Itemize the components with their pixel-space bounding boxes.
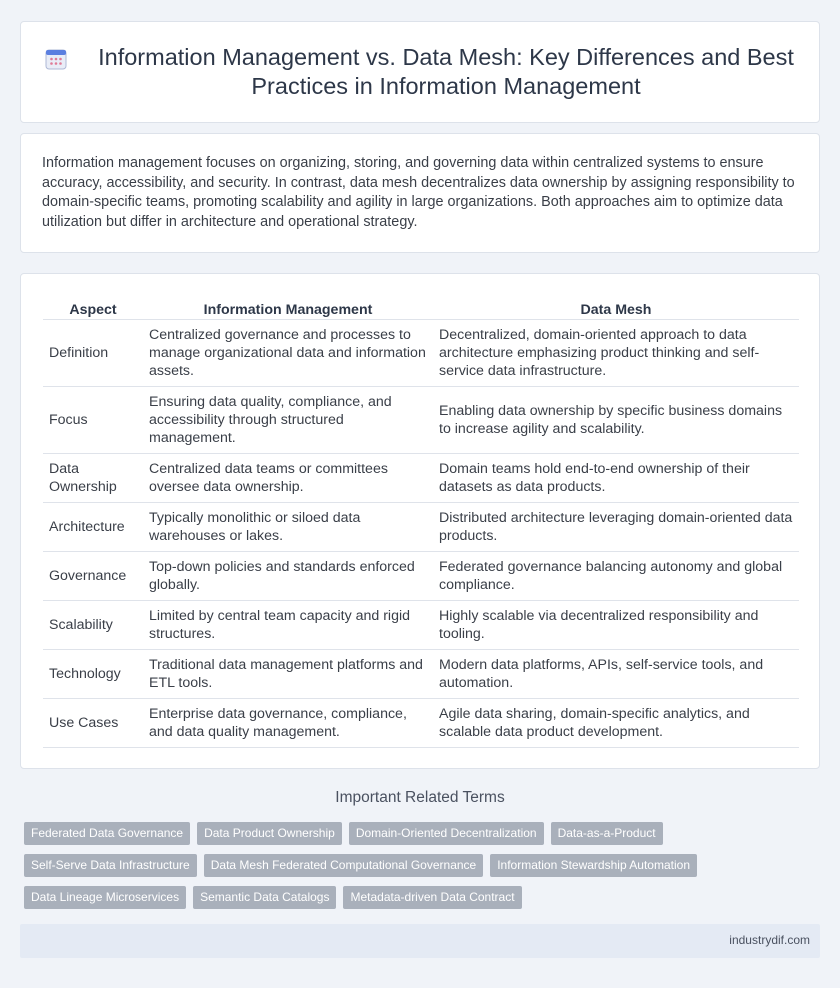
row-aspect: Use Cases: [43, 698, 143, 747]
footer-site-link[interactable]: industrydif.com: [729, 933, 810, 947]
row-information-management: Top-down policies and standards enforced globally.: [143, 551, 433, 600]
row-data-mesh: Modern data platforms, APIs, self-service tools, and automation.: [433, 649, 799, 698]
row-data-mesh: Decentralized, domain-oriented approach to data architecture emphasizing product thinking and self-service data infrastructure.: [433, 319, 799, 386]
calendar-grid-icon: [44, 47, 68, 71]
row-aspect: Focus: [43, 386, 143, 453]
related-terms-list: [24, 822, 804, 909]
row-data-mesh: Enabling data ownership by specific business domains to increase agility and scalability.: [433, 386, 799, 453]
footer-bar: [20, 924, 820, 958]
column-header-information-management: Information Management: [143, 296, 433, 319]
related-term-tag[interactable]: Information Stewardship Automation: [490, 854, 697, 877]
row-data-mesh: Federated governance balancing autonomy and global compliance.: [433, 551, 799, 600]
row-aspect: Definition: [43, 319, 143, 386]
header-card: [20, 21, 820, 123]
table-row: [43, 649, 799, 698]
row-information-management: Ensuring data quality, compliance, and accessibility through structured management.: [143, 386, 433, 453]
row-information-management: Enterprise data governance, compliance, and data quality management.: [143, 698, 433, 747]
row-aspect: Scalability: [43, 600, 143, 649]
table-header-row: [43, 296, 799, 319]
row-information-management: Limited by central team capacity and rigid structures.: [143, 600, 433, 649]
related-term-tag[interactable]: Metadata-driven Data Contract: [343, 886, 521, 909]
intro-paragraph: Information management focuses on organizing, storing, and governing data within centralized systems to ensure accuracy, accessibility, and security. In contrast, data mesh decentralizes data ownership by assigning responsibility to domain-specific teams, promoting scalability and agility in large organizations. Both approaches aim to optimize data utilization but differ in architecture and operational strategy.: [42, 155, 795, 230]
table-row: [43, 319, 799, 386]
row-aspect: Governance: [43, 551, 143, 600]
table-row: [43, 386, 799, 453]
row-information-management: Centralized data teams or committees oversee data ownership.: [143, 453, 433, 502]
column-header-data-mesh: Data Mesh: [433, 296, 799, 319]
row-aspect: Technology: [43, 649, 143, 698]
column-header-aspect: Aspect: [43, 296, 143, 319]
comparison-table: [43, 296, 799, 748]
comparison-table-card: [20, 273, 820, 769]
related-term-tag[interactable]: Federated Data Governance: [24, 822, 190, 845]
related-term-tag[interactable]: Data Product Ownership: [197, 822, 342, 845]
related-term-tag[interactable]: Semantic Data Catalogs: [193, 886, 336, 909]
row-data-mesh: Domain teams hold end-to-end ownership of their datasets as data products.: [433, 453, 799, 502]
row-aspect: Architecture: [43, 502, 143, 551]
table-row: [43, 453, 799, 502]
table-row: [43, 502, 799, 551]
related-term-tag[interactable]: Data Lineage Microservices: [24, 886, 186, 909]
intro-card: [20, 133, 820, 253]
row-information-management: Centralized governance and processes to manage organizational data and information assets.: [143, 319, 433, 386]
row-information-management: Typically monolithic or siloed data warehouses or lakes.: [143, 502, 433, 551]
row-information-management: Traditional data management platforms and ETL tools.: [143, 649, 433, 698]
related-term-tag[interactable]: Data-as-a-Product: [551, 822, 663, 845]
row-aspect: Data Ownership: [43, 453, 143, 502]
table-row: [43, 600, 799, 649]
row-data-mesh: Distributed architecture leveraging domain-oriented data products.: [433, 502, 799, 551]
row-data-mesh: Highly scalable via decentralized responsibility and tooling.: [433, 600, 799, 649]
related-terms-title: Important Related Terms: [335, 789, 505, 806]
related-term-tag[interactable]: Domain-Oriented Decentralization: [349, 822, 544, 845]
table-row: [43, 698, 799, 747]
page-title: Information Management vs. Data Mesh: Key Differences and Best Practices in Information Management: [98, 44, 794, 99]
row-data-mesh: Agile data sharing, domain-specific analytics, and scalable data product development.: [433, 698, 799, 747]
related-term-tag[interactable]: Self-Serve Data Infrastructure: [24, 854, 197, 877]
table-row: [43, 551, 799, 600]
related-term-tag[interactable]: Data Mesh Federated Computational Governance: [204, 854, 483, 877]
